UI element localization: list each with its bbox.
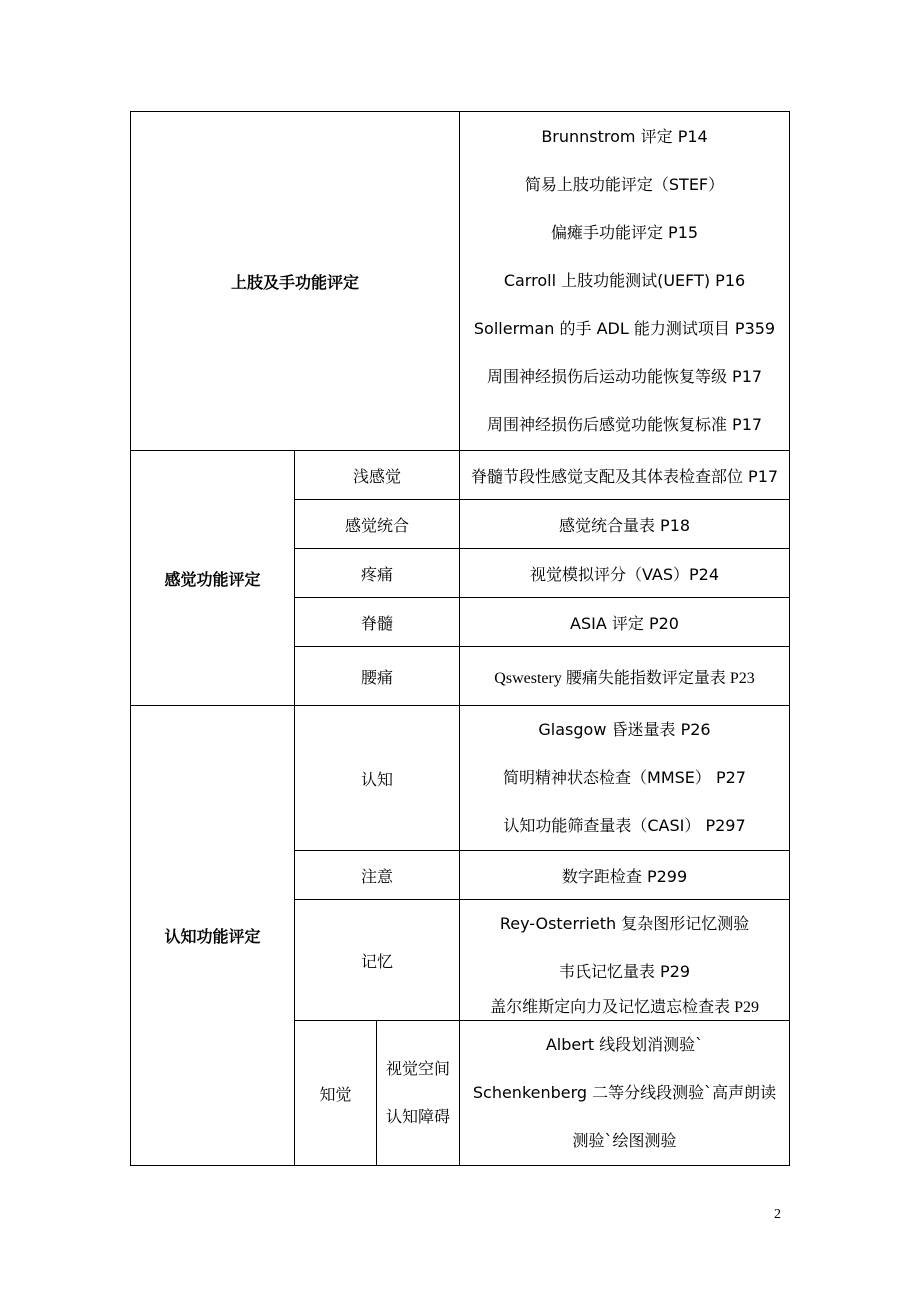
perception-items [460, 1021, 790, 1166]
list-item: 韦氏记忆量表 P29 [558, 962, 691, 981]
category-sensory: 感觉功能评定 [131, 451, 295, 706]
list-item: Glasgow 昏迷量表 P26 [538, 720, 711, 739]
perception-sub-line: 视觉空间 [386, 1059, 451, 1078]
attention-item: 数字距检查 P299 [460, 851, 790, 900]
list-item: Schenkenberg 二等分线段测验`高声朗读 [472, 1083, 777, 1102]
list-item: Brunnstrom 评定 P14 [541, 127, 708, 146]
memory-items [460, 900, 790, 1021]
sensory-name: 感觉统合 [295, 500, 460, 549]
list-item: 周围神经损伤后运动功能恢复等级 P17 [486, 367, 763, 386]
list-item: 简明精神状态检查（MMSE） P27 [503, 768, 746, 787]
cognition-name: 认知 [295, 706, 460, 851]
sensory-name: 浅感觉 [295, 451, 460, 500]
sensory-name: 脊髓 [295, 598, 460, 647]
attention-name: 注意 [295, 851, 460, 900]
sensory-item: ASIA 评定 P20 [460, 598, 790, 647]
sensory-item: 感觉统合量表 P18 [460, 500, 790, 549]
table-row [131, 706, 790, 851]
list-item: Sollerman 的手 ADL 能力测试项目 P359 [473, 319, 776, 338]
list-item: 盖尔维斯定向力及记忆遗忘检查表 P29 [490, 999, 759, 1016]
assessment-table [130, 111, 790, 1166]
perception-subtype [377, 1021, 460, 1166]
page-number: 2 [774, 1207, 781, 1222]
list-item: 周围神经损伤后感觉功能恢复标准 P17 [486, 415, 763, 434]
category-upper-limb: 上肢及手功能评定 [131, 112, 460, 451]
table-row [131, 112, 790, 451]
upper-limb-items [460, 112, 790, 451]
list-item: Albert 线段划消测验` [545, 1035, 704, 1054]
sensory-item: 视觉模拟评分（VAS）P24 [460, 549, 790, 598]
list-item: Carroll 上肢功能测试(UEFT) P16 [503, 271, 746, 290]
cognition-items [460, 706, 790, 851]
sensory-name: 疼痛 [295, 549, 460, 598]
sensory-item: 脊髓节段性感觉支配及其体表检查部位 P17 [460, 451, 790, 500]
list-item: Rey-Osterrieth 复杂图形记忆测验 [499, 914, 750, 933]
perception-name: 知觉 [295, 1021, 377, 1166]
list-item: 测验`绘图测验 [572, 1131, 677, 1150]
memory-name: 记忆 [295, 900, 460, 1021]
table-row [131, 451, 790, 500]
category-cognitive: 认知功能评定 [131, 706, 295, 1166]
sensory-item: Qswestery 腰痛失能指数评定量表 P23 [460, 647, 790, 706]
list-item: 简易上肢功能评定（STEF） [524, 175, 725, 194]
list-item: 偏瘫手功能评定 P15 [550, 223, 699, 242]
sensory-name: 腰痛 [295, 647, 460, 706]
list-item: 认知功能筛查量表（CASI） P297 [503, 816, 746, 835]
perception-sub-line: 认知障碍 [386, 1107, 451, 1126]
